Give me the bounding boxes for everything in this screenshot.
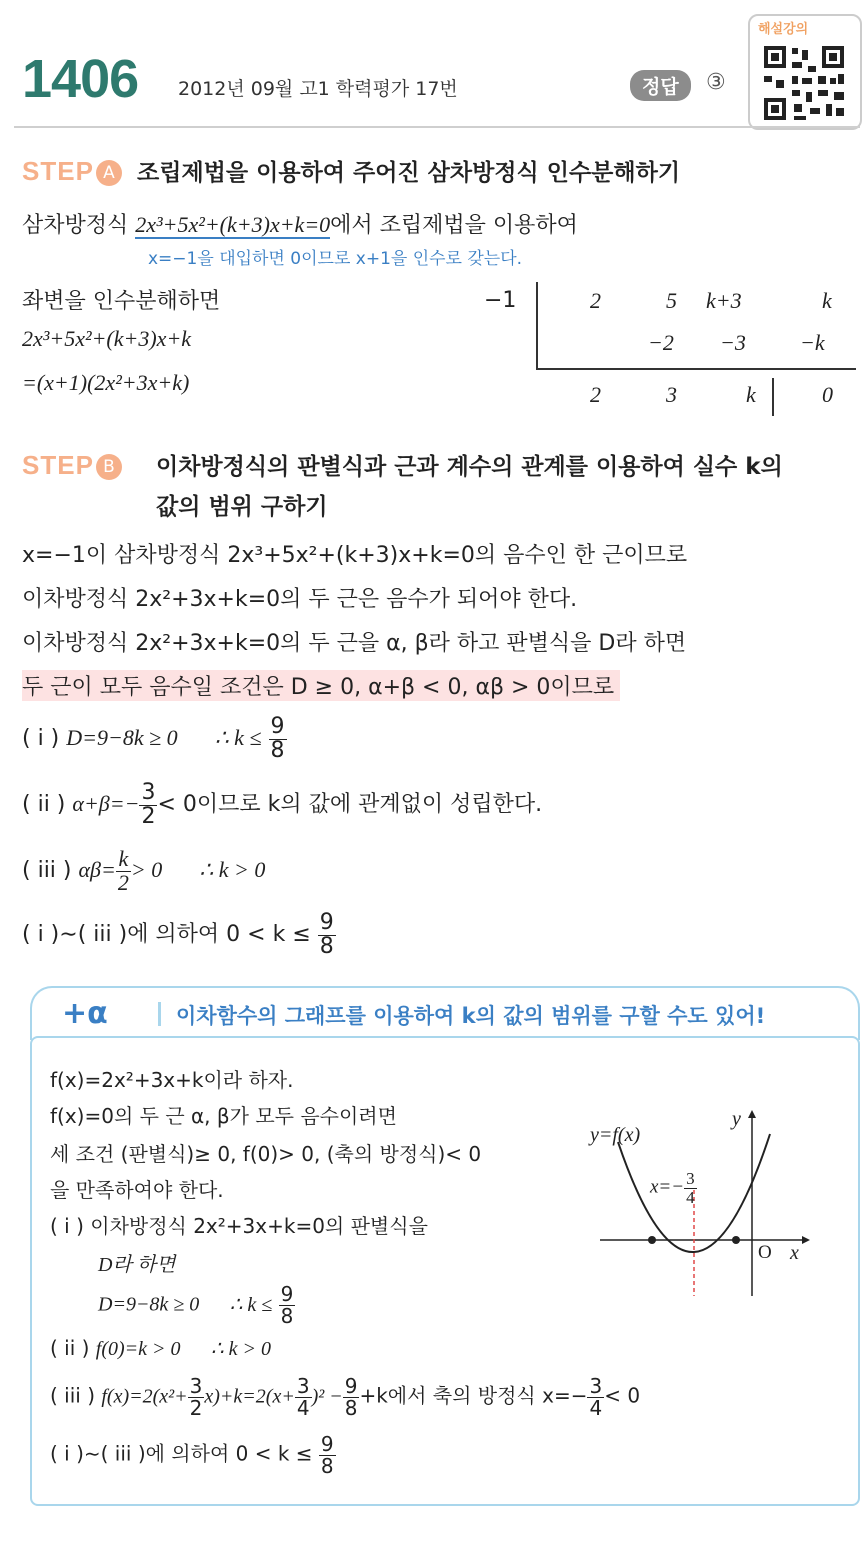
problem-number: 1406 [22,49,139,109]
step-a-label: STEP [22,156,94,186]
syn-r3-c2: 3 [666,382,677,407]
step-b-heading [22,450,122,481]
cond-3-conclusion: ∴ k > 0 [199,857,266,882]
cond-3 [22,848,265,894]
step-a-heading [22,154,680,187]
syn-r3-c4: 0 [822,382,833,407]
cond-2-den: 2 [141,804,156,829]
alpha-i-line2: D라 하면 [98,1254,176,1276]
qr-label: 해설강의 [758,22,809,37]
graph-axis-label [650,1170,697,1206]
alpha-iii-frac1 [188,1376,205,1418]
syn-r1-c1: 2 [590,288,601,313]
alpha-iii-d: +k에서 축의 방정식 x=− [359,1383,588,1408]
cond-3-pre: αβ= [78,857,116,882]
alpha-final [50,1434,336,1476]
alpha-iii-a: f(x)=2(x²+ [101,1385,188,1408]
alpha-i-line3 [98,1284,295,1326]
alpha-line3: 세 조건 (판별식)≥ 0, f(0)> 0, (축의 방정식)< 0 [50,1142,482,1166]
graph-axis-den: 4 [686,1188,695,1207]
step-a-line1-pre: 삼차방정식 [22,213,136,238]
alpha-iii-f2d: 4 [296,1396,310,1420]
graph-y-label: y [732,1108,741,1130]
alpha-ii-tag: ( ii ) [50,1336,90,1360]
step-a-line4: =(x+1)(2x²+3x+k) [22,370,190,395]
cond-1 [22,716,287,762]
alpha-i-fraction [279,1284,296,1326]
graph-origin: O [758,1242,772,1263]
cond-1-expr: D=9−8k ≥ 0 [66,725,178,750]
step-b-line3: 이차방정식 2x²+3x+k=0의 두 근을 α, β라 하고 판별식을 D라 하면 [22,631,687,656]
cond-3-post: > 0 [130,857,163,882]
x-axis-arrow [802,1236,810,1244]
alpha-iii [50,1376,640,1418]
cond-1-fraction [269,716,287,762]
alpha-iii-f4n: 3 [589,1374,603,1398]
alpha-i-conclusion: ∴ k ≤ [229,1293,273,1316]
graph-axis-num: 3 [686,1169,695,1188]
step-a-badge: A [96,160,122,186]
cond-3-den: 2 [117,870,129,895]
alpha-badge-text: +α [62,996,108,1031]
alpha-i-den: 8 [280,1304,294,1328]
step-b-label: STEP [22,450,94,480]
alpha-iii-f1n: 3 [189,1374,203,1398]
synthetic-vline [536,282,538,370]
root-beta-point [732,1236,740,1244]
step-a-line1 [22,208,578,239]
alpha-final-num: 9 [320,1432,334,1456]
alpha-iii-f3d: 8 [344,1396,358,1420]
alpha-i-expr: D=9−8k ≥ 0 [98,1293,200,1316]
step-a-line2: 좌변을 인수분해하면 [22,289,221,314]
alpha-final-fraction [319,1434,336,1476]
graph-axis-pre: x=− [650,1176,685,1198]
cond-2-num: 3 [141,780,156,805]
syn-r3-c3: k [746,382,756,407]
alpha-i-num: 9 [280,1282,294,1306]
answer-value: ③ [706,70,726,95]
cond-2-post: < 0이므로 k의 값에 관계없이 성립한다. [157,792,543,817]
synthetic-root: −1 [484,288,517,313]
step-b-final-den: 8 [319,934,334,959]
alpha-iii-f3n: 9 [344,1374,358,1398]
cond-3-tag: ( iii ) [22,858,72,883]
alpha-final-den: 8 [320,1454,334,1478]
alpha-i-text1: 이차방정식 2x²+3x+k=0의 판별식을 [90,1214,428,1238]
y-axis-arrow [748,1110,756,1118]
step-b-title-2: 값의 범위 구하기 [156,494,328,520]
step-b-final [22,912,336,958]
syn-r1-c3: k+3 [706,288,742,313]
cond-2-fraction [139,782,157,828]
alpha-iii-frac2 [295,1376,312,1418]
cond-2-tag: ( ii ) [22,792,66,817]
syn-r1-c4: k [822,288,832,313]
alpha-ii-conclusion: ∴ k > 0 [210,1338,272,1360]
syn-r2-c4: −k [800,330,825,355]
cond-3-num: k [116,848,131,872]
cond-1-den: 8 [270,738,285,763]
alpha-line2: f(x)=0의 두 근 α, β가 모두 음수이려면 [50,1104,397,1128]
alpha-final-pre: ( i )∼( iii )에 의하여 0 < k ≤ [50,1441,313,1466]
step-a-title: 조립제법을 이용하여 주어진 삼차방정식 인수분해하기 [137,160,681,186]
alpha-i-tag: ( i ) [50,1214,84,1238]
step-a-line3: 2x³+5x²+(k+3)x+k [22,326,192,351]
alpha-iii-f1d: 2 [189,1396,203,1420]
step-b-line1: x=−1이 삼차방정식 2x³+5x²+(k+3)x+k=0의 음수인 한 근이므로 [22,543,688,568]
alpha-ii [50,1336,271,1361]
synthetic-remainder-line [772,378,774,416]
graph-func-label: y=f(x) [590,1124,641,1146]
alpha-iii-b: x)+k=2(x+ [204,1385,295,1408]
syn-r2-c3: −3 [720,330,746,355]
alpha-i-line1 [50,1210,428,1239]
step-b-badge: B [96,454,122,480]
graph-axis-frac [684,1170,697,1206]
syn-r3-c1: 2 [590,382,601,407]
cond-3-fraction [116,848,131,894]
step-b-line2: 이차방정식 2x²+3x+k=0의 두 근은 음수가 되어야 한다. [22,587,578,612]
alpha-line4: 을 만족하여야 한다. [50,1178,224,1202]
answer-label: 정답 [630,70,691,101]
alpha-title-bar [158,1002,161,1026]
step-b-final-pre: ( i )∼( iii )에 의하여 0 < k ≤ [22,922,311,947]
problem-source: 2012년 09월 고1 학력평가 17번 [178,78,458,100]
synthetic-hline [536,368,856,370]
parabola-graph [580,1106,820,1306]
alpha-line1: f(x)=2x²+3x+k이라 하자. [50,1068,294,1092]
cond-2 [22,782,542,828]
alpha-iii-f4d: 4 [589,1396,603,1420]
cond-1-conclusion: ∴ k ≤ [214,725,262,750]
syn-r2-c2: −2 [648,330,674,355]
alpha-iii-f2n: 3 [296,1374,310,1398]
cond-1-num: 9 [270,714,285,739]
cond-1-tag: ( i ) [22,726,60,751]
alpha-ii-text: f(0)=k > 0 [95,1338,181,1360]
alpha-badge [62,996,108,1031]
alpha-iii-frac3 [343,1376,360,1418]
alpha-iii-e: < 0 [604,1383,641,1408]
step-b-final-fraction [318,912,336,958]
header-divider [14,126,860,128]
step-b-line4: 두 근이 모두 음수일 조건은 D ≥ 0, α+β < 0, αβ > 0이므로 [22,670,620,701]
alpha-iii-c: )² − [311,1385,343,1408]
alpha-box-title: 이차함수의 그래프를 이용하여 k의 값의 범위를 구할 수도 있어! [176,1004,766,1028]
syn-r1-c2: 5 [666,288,677,313]
alpha-iii-frac4 [587,1376,604,1418]
step-b-final-num: 9 [319,910,334,935]
step-a-equation: 2x³+5x²+(k+3)x+k=0 [135,212,331,237]
synthetic-division [480,282,860,422]
root-alpha-point [648,1236,656,1244]
step-b-title-1: 이차방정식의 판별식과 근과 계수의 관계를 이용하여 실수 k의 [156,454,783,480]
cond-2-pre: α+β=− [72,791,140,816]
graph-x-label: x [790,1242,799,1264]
step-a-line1-post: 에서 조립제법을 이용하여 [330,213,578,238]
step-a-note: x=−1을 대입하면 0이므로 x+1을 인수로 갖는다. [148,249,523,269]
alpha-iii-tag: ( iii ) [50,1383,95,1408]
